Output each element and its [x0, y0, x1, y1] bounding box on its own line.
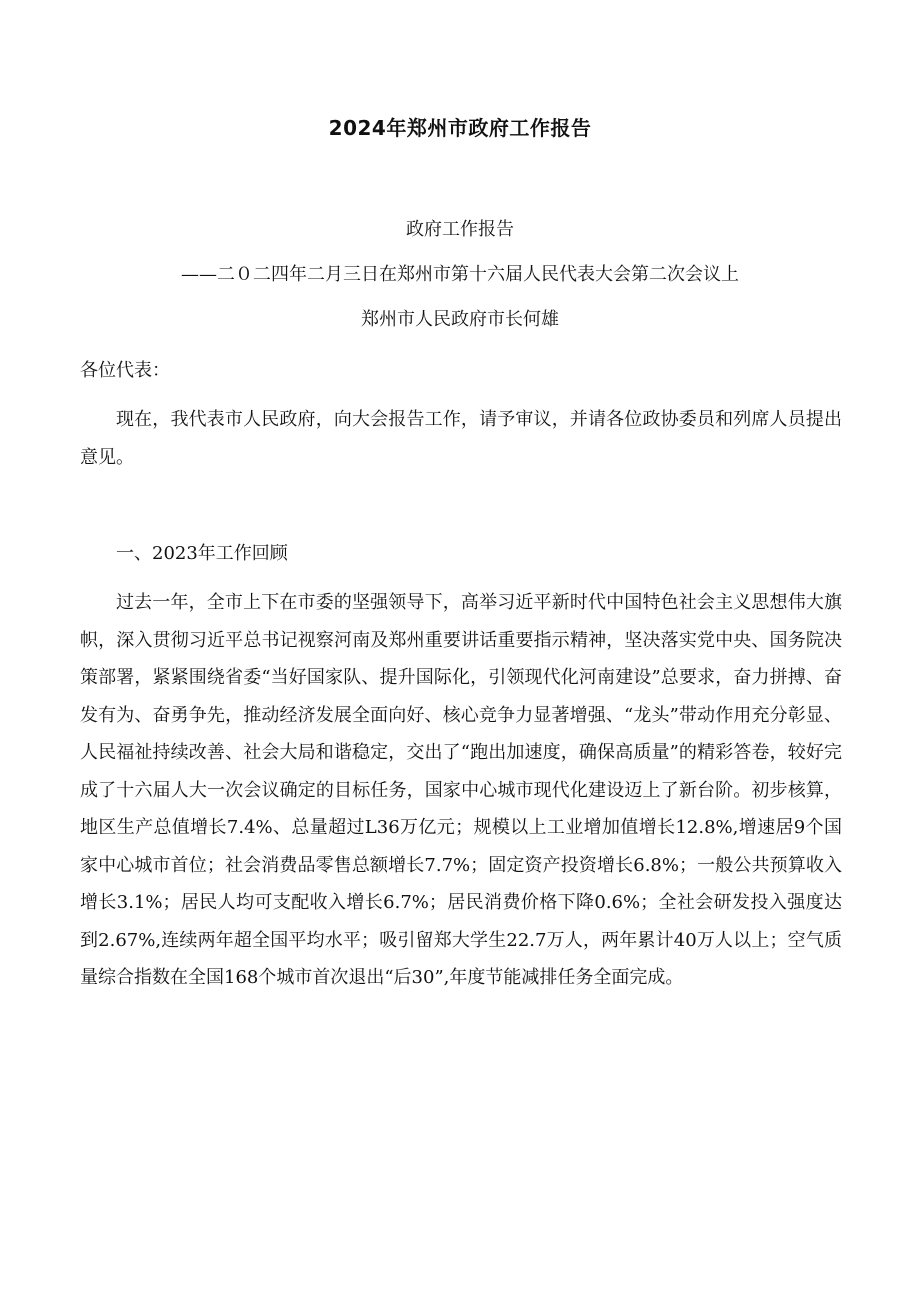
report-name: 政府工作报告 [406, 219, 514, 240]
meeting-line: ——二０二四年二月三日在郑州市第十六届人民代表大会第二次会议上 [181, 264, 739, 285]
salutation: 各位代表： [80, 360, 170, 381]
intro-paragraph: 现在，我代表市人民政府，向大会报告工作，请予审议，并请各位政协委员和列席人员提出意见。 [80, 409, 842, 468]
document-title: 2024年郑州市政府工作报告 [328, 116, 592, 140]
speaker-line: 郑州市人民政府市长何雄 [361, 309, 559, 330]
section-heading: 一、2023年工作回顾 [116, 543, 288, 564]
review-paragraph: 过去一年，全市上下在市委的坚强领导下，高举习近平新时代中国特色社会主义思想伟大旗帜，深入贯彻习近平总书记视察河南及郑州重要讲话重要指示精神，坚决落实党中央、国务院决策部署，紧紧围绕省委“当好国家队、提升国际化，引领现代化河南建设”总要求，奋力拼搏、奋发有为、奋勇争先，推动经济发展全面向好、核心竞争力显著增强、“龙头”带动作用充分彰显、人民福祉持续改善、社会大局和谐稳定，交出了“跑出加速度，确保高质量”的精彩答卷，较好完成了十六届人大一次会议确定的目标任务，国家中心城市现代化建设迈上了新台阶。初步核算，地区生产总值增长7.4%、总量超过L36万亿元；规模以上工业增加值增长12.8%,增速居9个国家中心城市首位；社会消费品零售总额增长7.7%；固定资产投资增长6.8%；一般公共预算收入增长3.1%；居民人均可支配收入增长6.7%；居民消费价格下降0.6%；全社会研发投入强度达到2.67%,连续两年超全国平均水平；吸引留郑大学生22.7万人，两年累计40万人以上；空气质量综合指数在全国168个城市首次退出“后30”,年度节能减排任务全面完成。 [80, 592, 842, 988]
report-subtitle-block [0, 214, 920, 349]
